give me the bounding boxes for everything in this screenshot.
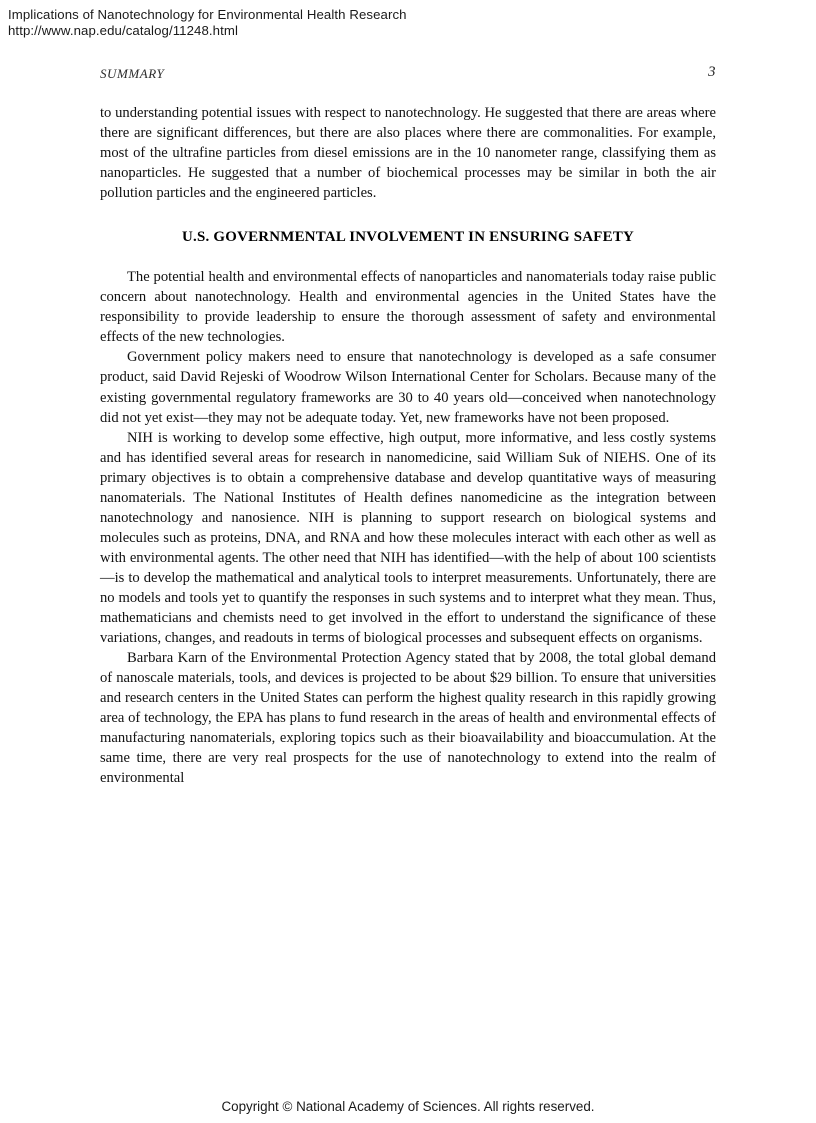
- paragraph-3: NIH is working to develop some effective, high output, more informative, and less costly systems and has identified several areas for research in nanomedicine, said William Suk of NIEHS. One of its primary objectives is to obtain a comprehensive database and develop quantitative ways of measuring nanomaterials. The National Institutes of Health defines nanomedicine as the integration between nanotechnology and nanosience. NIH is planning to support research on biological systems and molecules such as proteins, DNA, and RNA and how these molecules interact with each other as well as with environmental agents. The other need that NIH has identified—with the help of about 100 scientists—is to develop the mathematical and analytical tools to interpret measurements. Unfortunately, there are no models and tools yet to quantify the responses in such systems and to interpret what they mean. Thus, mathematicians and chemists need to get involved in the effort to understand the significance of these variations, changes, and readouts in terms of biological processes and subsequent effects on organisms.: [100, 429, 716, 647]
- section-heading: U.S. GOVERNMENTAL INVOLVEMENT IN ENSURING SAFETY: [181, 229, 635, 246]
- running-head: [100, 66, 716, 90]
- running-head-chapter-label: SUMMARY: [100, 66, 165, 81]
- paragraph-1: The potential health and environmental effects of nanoparticles and nanomaterials today raise public concern about nanotechnology. Health and environmental agencies in the United States have the responsibility to provide leadership to ensure the thorough assessment of safety and environmental effects of the new technologies.: [100, 269, 716, 346]
- nap-catalog-url[interactable]: http://www.nap.edu/catalog/11248.html: [8, 22, 238, 38]
- copyright-notice: Copyright © National Academy of Sciences. All rights reserved.: [221, 1099, 595, 1114]
- nap-book-title: Implications of Nanotechnology for Environmental Health Research: [8, 7, 407, 22]
- page-content: [100, 0, 716, 788]
- page-number: 3: [707, 64, 716, 80]
- paragraph-4: Barbara Karn of the Environmental Protection Agency stated that by 2008, the total global demand of nanoscale materials, tools, and devices is projected to be about $29 billion. To ensure that universities and research centers in the United States can perform the highest quality research in this rapidly growing area of technology, the EPA has plans to fund research in the areas of health and environmental effects of manufacturing nanomaterials, exploring topics such as their bioavailability and bioaccumulation. At the same time, there are very real prospects for the use of nanotechnology to extend into the realm of environmental: [100, 650, 716, 787]
- paragraph-2: Government policy makers need to ensure that nanotechnology is developed as a safe consumer product, said David Rejeski of Woodrow Wilson International Center for Scholars. Because many of the existing governmental regulatory frameworks are 30 to 40 years old—conceived when nanotechnology did not yet exist—they may not be adequate today. Yet, new frameworks have not been proposed.: [100, 349, 716, 426]
- page-footer: [0, 1099, 816, 1114]
- paragraph-continued: to understanding potential issues with respect to nanotechnology. He suggested that there are areas where there are significant differences, but there are also places where there are commonalities. For example, most of the ultrafine particles from diesel emissions are in the 10 nanometer range, classifying them as nanoparticles. He suggested that a number of biochemical processes may be similar in both the air pollution particles and the engineered particles.: [100, 105, 716, 202]
- body-text-column: [100, 103, 716, 788]
